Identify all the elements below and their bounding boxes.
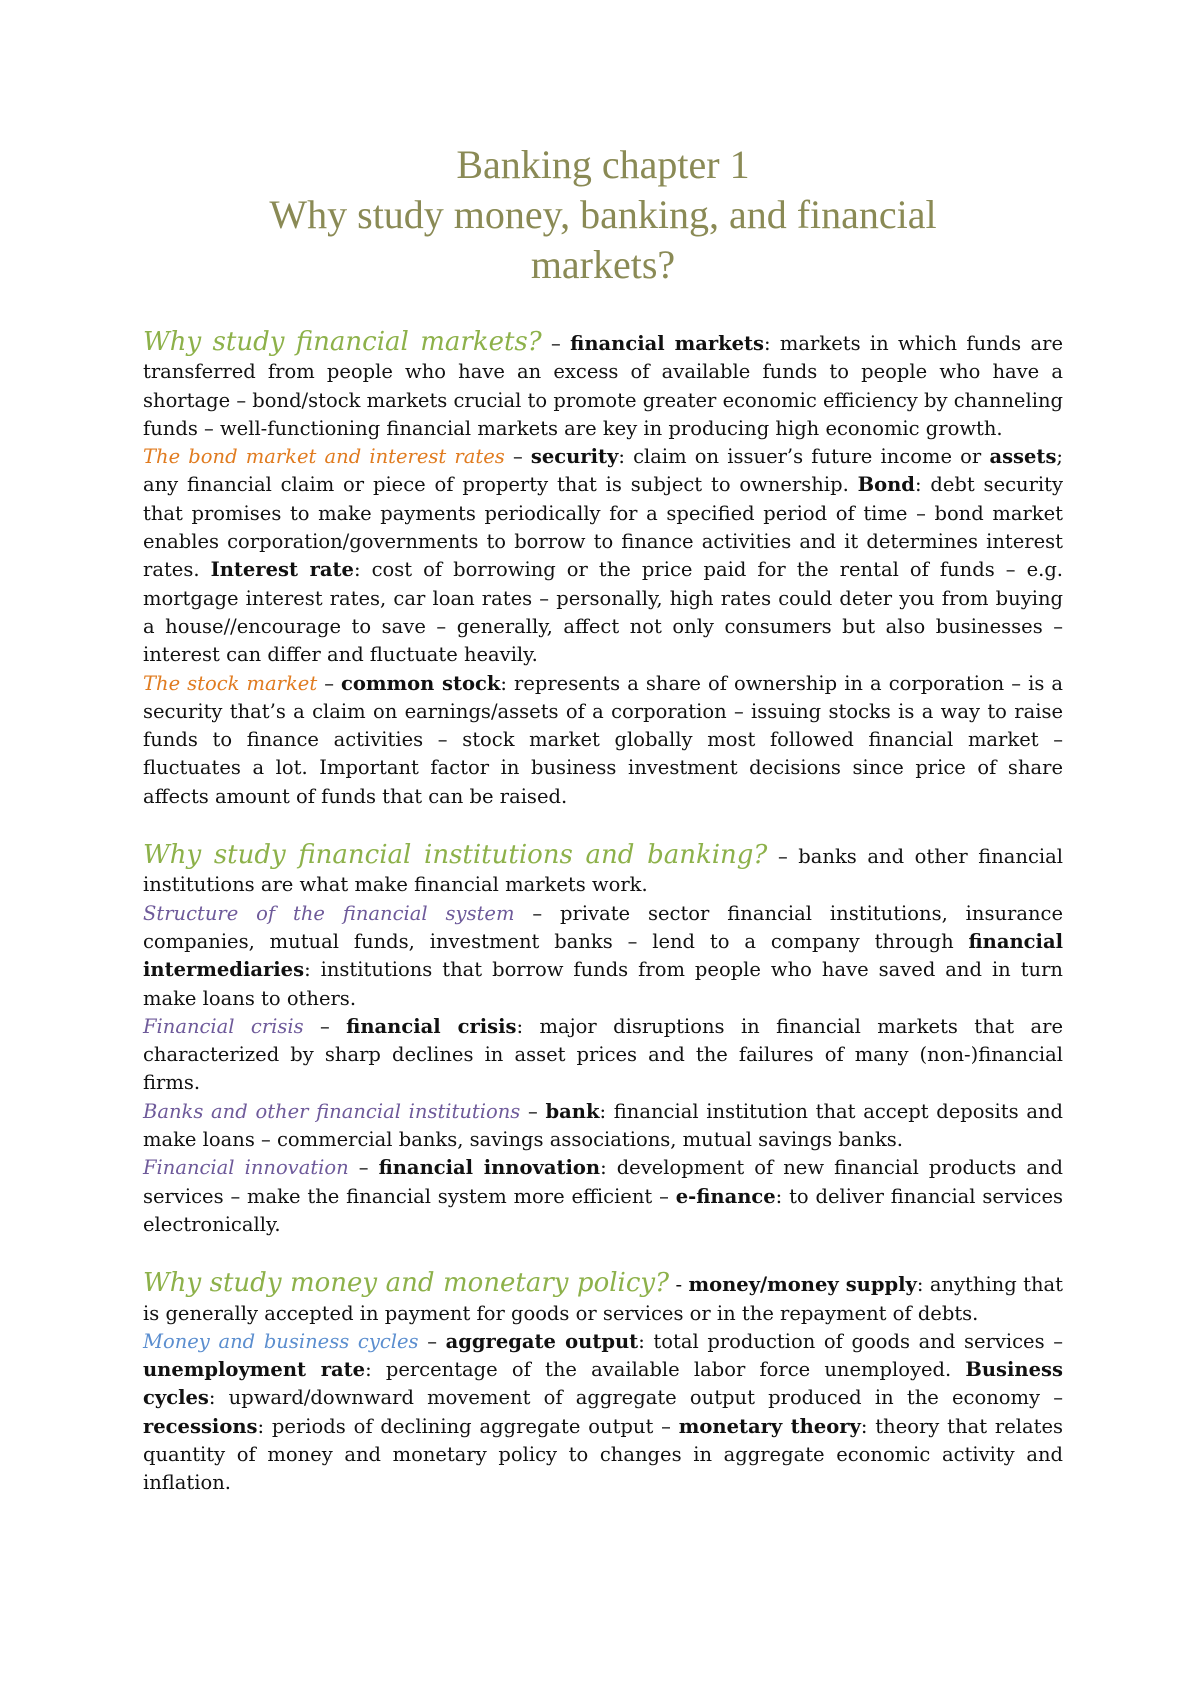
dash: - bbox=[669, 1273, 689, 1297]
definition-text: : periods of declining aggregate output – bbox=[257, 1414, 679, 1438]
section-financial-institutions bbox=[143, 841, 1063, 1239]
paragraph-financial-crisis bbox=[143, 1013, 1063, 1098]
term-bank: bank bbox=[545, 1099, 600, 1123]
definition-text: : claim on issuer’s future income or bbox=[618, 445, 990, 469]
term-aggregate-output: aggregate output bbox=[445, 1329, 639, 1353]
term-unemployment-rate: unemployment rate bbox=[143, 1358, 366, 1382]
definition-text: : cost of borrowing or the price paid for the rental of funds – e.g. mortgage interest rates, car loan rates – personally, high rates could deter you from buying a house//encourage to save – generally, affect not only consumers but also businesses – interest can differ and fluctuate heavily. bbox=[143, 558, 1063, 667]
term-security: security bbox=[530, 445, 619, 469]
definition-text: ; any financial claim or piece of property that is subject to ownership. bbox=[143, 445, 1063, 497]
dash: – bbox=[504, 445, 531, 469]
term-e-finance: e-finance bbox=[675, 1184, 776, 1208]
definition-text: : represents a share of ownership in a corporation – is a security that’s a claim on earnings/assets of a corporation – issuing stocks is a way to raise funds to finance activities – stock market globally most followed financial market – fluctuates a lot. Important factor in business investment decisions since price of share affects amount of funds that can be raised. bbox=[143, 671, 1064, 808]
paragraph-financial-markets bbox=[143, 328, 1063, 443]
term-monetary-theory: monetary theory bbox=[678, 1414, 861, 1438]
paragraph-money bbox=[143, 1269, 1063, 1328]
definition-text: : to deliver financial services electronically. bbox=[143, 1184, 1063, 1236]
subheading-financial-innovation: Financial innovation bbox=[143, 1156, 349, 1180]
dash: – bbox=[520, 1099, 546, 1123]
subheading-business-cycles: Money and business cycles bbox=[143, 1329, 419, 1353]
definition-text: : major disruptions in financial markets that are characterized by sharp declines in asset prices and the failures of many (non-)financial firms. bbox=[143, 1014, 1063, 1095]
document-page bbox=[143, 140, 1063, 1528]
dash: – bbox=[348, 1156, 379, 1180]
definition-text: : markets in which funds are transferred from people who have an excess of available funds to people who have a shortage – bond/stock markets crucial to promote greater economic efficiency by channeling funds – well-functioning financial markets are key in producing high economic growth. bbox=[143, 332, 1063, 440]
dash: – bbox=[418, 1329, 446, 1353]
dash: – bbox=[317, 671, 342, 695]
definition-text: : debt security that promises to make payments periodically for a specified period of time – bond market enables corporation/governments to borrow to finance activities and it determines interest rates. bbox=[143, 473, 1063, 582]
definition-text: : financial institution that accept deposits and make loans – commercial banks, savings associations, mutual savings banks. bbox=[143, 1099, 1064, 1152]
section-financial-markets bbox=[143, 328, 1063, 811]
term-interest-rate: Interest rate bbox=[210, 558, 354, 582]
definition-text: : percentage of the available labor force unemployed. bbox=[365, 1358, 966, 1382]
paragraph-stock-market bbox=[143, 670, 1063, 811]
subheading-stock-market: The stock market bbox=[143, 671, 318, 695]
section-money-monetary-policy bbox=[143, 1269, 1063, 1497]
term-financial-innovation: financial innovation bbox=[378, 1156, 601, 1180]
definition-text: : development of new financial products and services – make the financial system more efficient – bbox=[143, 1156, 1063, 1208]
definition-text: : anything that is generally accepted in payment for goods or services or in the repayment of debts. bbox=[143, 1273, 1063, 1325]
definition-text: : theory that relates quantity of money and monetary policy to changes in aggregate economic activity and inflation. bbox=[143, 1414, 1063, 1495]
definition-text: : upward/downward movement of aggregate output produced in the economy – bbox=[208, 1386, 1063, 1410]
title-line-2: Why study money, banking, and financial bbox=[269, 192, 937, 237]
subheading-banks: Banks and other financial institutions bbox=[143, 1099, 521, 1123]
term-business-cycles: Business cycles bbox=[143, 1358, 1063, 1410]
term-financial-intermediaries: financial intermediaries bbox=[143, 929, 1063, 982]
term-financial-crisis: financial crisis bbox=[346, 1014, 517, 1038]
document-title bbox=[143, 140, 1063, 290]
paragraph-financial-innovation bbox=[143, 1154, 1063, 1239]
term-money-supply: money/money supply bbox=[688, 1273, 917, 1297]
title-line-3: markets? bbox=[530, 242, 676, 287]
subheading-structure: Structure of the financial system bbox=[143, 901, 515, 925]
term-assets: assets bbox=[989, 445, 1057, 469]
paragraph-banks bbox=[143, 1098, 1063, 1155]
dash: – bbox=[541, 332, 571, 355]
definition-text: : institutions that borrow funds from people who have saved and in turn make loans to others. bbox=[143, 958, 1063, 1010]
subheading-financial-crisis: Financial crisis bbox=[143, 1014, 304, 1038]
term-common-stock: common stock bbox=[341, 671, 501, 695]
section-heading: Why study financial markets? bbox=[143, 327, 542, 357]
dash: – bbox=[303, 1014, 347, 1038]
paragraph-business-cycles bbox=[143, 1328, 1063, 1498]
title-line-1: Banking chapter 1 bbox=[456, 142, 750, 187]
term-recessions: recessions bbox=[143, 1414, 258, 1438]
term-financial-markets: financial markets bbox=[570, 332, 765, 355]
paragraph-structure bbox=[143, 900, 1063, 1013]
section-heading: Why study money and monetary policy? bbox=[143, 1268, 670, 1299]
paragraph-financial-institutions bbox=[143, 841, 1063, 900]
definition-text: : total production of goods and services – bbox=[638, 1329, 1064, 1353]
subheading-bond-market: The bond market and interest rates bbox=[143, 445, 505, 469]
definition-text: – private sector financial institutions, insurance companies, mutual funds, investment banks – lend to a company through bbox=[143, 901, 1064, 953]
definition-text: – banks and other financial institutions are what make financial markets work. bbox=[143, 845, 1063, 897]
term-bond: Bond bbox=[857, 473, 915, 497]
paragraph-bond-market bbox=[143, 443, 1063, 669]
section-heading: Why study financial institutions and banking? bbox=[143, 840, 768, 871]
